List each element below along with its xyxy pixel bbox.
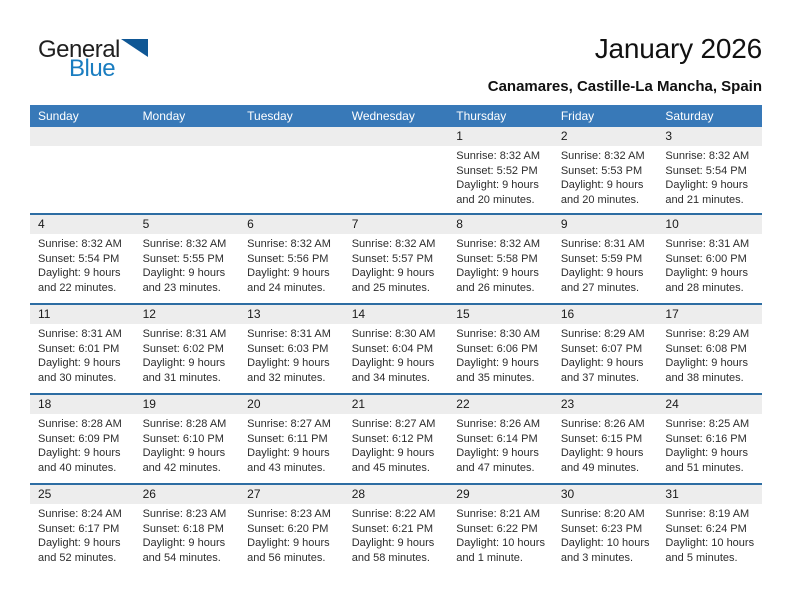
day-number: 14 bbox=[351, 307, 366, 321]
sunrise-text: Sunrise: 8:24 AM bbox=[38, 508, 122, 520]
daylight-text-line1: Daylight: 9 hours bbox=[142, 447, 226, 460]
day-number: 26 bbox=[142, 487, 156, 501]
day-number: 6 bbox=[247, 217, 254, 231]
day-number-band bbox=[30, 395, 762, 414]
day-number-band bbox=[30, 215, 762, 234]
sunset-text: Sunset: 5:57 PM bbox=[351, 252, 434, 265]
daylight-text-line2: and 58 minutes. bbox=[351, 551, 430, 564]
sunrise-text: Sunrise: 8:23 AM bbox=[247, 508, 331, 520]
sunset-text: Sunset: 5:59 PM bbox=[560, 252, 643, 265]
daylight-text-line1: Daylight: 10 hours bbox=[456, 537, 545, 550]
day-cell bbox=[30, 504, 135, 565]
sunset-text: Sunset: 6:14 PM bbox=[456, 432, 538, 445]
daylight-text-line2: and 54 minutes. bbox=[142, 551, 221, 564]
day-number: 24 bbox=[665, 397, 679, 411]
sunrise-text: Sunrise: 8:31 AM bbox=[665, 238, 750, 250]
sunrise-text: Sunrise: 8:23 AM bbox=[142, 508, 227, 520]
day-number: 5 bbox=[142, 217, 150, 231]
weekday-header-tuesday: Tuesday bbox=[247, 109, 293, 123]
calendar-table bbox=[30, 105, 762, 573]
daylight-text-line2: and 32 minutes. bbox=[247, 371, 326, 384]
sunset-text: Sunset: 6:22 PM bbox=[456, 522, 538, 535]
day-details-row bbox=[30, 146, 762, 207]
sunset-text: Sunset: 6:23 PM bbox=[560, 522, 643, 535]
day-cell bbox=[448, 234, 553, 295]
weekday-header-row bbox=[30, 105, 762, 127]
day-cell bbox=[239, 234, 344, 295]
daylight-text-line1: Daylight: 10 hours bbox=[665, 537, 755, 550]
day-number-band bbox=[30, 485, 762, 504]
daylight-text-line2: and 42 minutes. bbox=[142, 461, 221, 474]
day-number-empty bbox=[239, 127, 344, 146]
daylight-text-line1: Daylight: 9 hours bbox=[351, 537, 435, 550]
daylight-text-line2: and 22 minutes. bbox=[38, 281, 117, 294]
daylight-text-line1: Daylight: 9 hours bbox=[247, 267, 330, 280]
sunset-text: Sunset: 6:12 PM bbox=[351, 432, 434, 445]
daylight-text-line1: Daylight: 9 hours bbox=[560, 267, 644, 280]
sunrise-text: Sunrise: 8:20 AM bbox=[560, 508, 645, 520]
sunrise-text: Sunrise: 8:31 AM bbox=[142, 328, 227, 340]
sunrise-text: Sunrise: 8:28 AM bbox=[142, 418, 227, 430]
daylight-text-line1: Daylight: 9 hours bbox=[456, 179, 539, 192]
day-cell bbox=[344, 504, 449, 565]
sunset-text: Sunset: 5:54 PM bbox=[665, 164, 747, 177]
sunrise-text: Sunrise: 8:30 AM bbox=[351, 328, 436, 340]
sunrise-text: Sunrise: 8:32 AM bbox=[351, 238, 436, 250]
sunset-text: Sunset: 5:56 PM bbox=[247, 252, 329, 265]
day-number: 19 bbox=[142, 397, 156, 411]
day-number: 3 bbox=[665, 129, 673, 143]
sunrise-text: Sunrise: 8:32 AM bbox=[456, 238, 541, 250]
daylight-text-line2: and 3 minutes. bbox=[560, 551, 633, 564]
daylight-text-line1: Daylight: 9 hours bbox=[560, 447, 644, 460]
weekday-header-monday: Monday bbox=[142, 109, 186, 123]
sunrise-text: Sunrise: 8:29 AM bbox=[665, 328, 750, 340]
day-cell bbox=[344, 324, 449, 385]
day-number: 30 bbox=[560, 487, 575, 501]
daylight-text-line1: Daylight: 9 hours bbox=[351, 447, 435, 460]
sunrise-text: Sunrise: 8:26 AM bbox=[456, 418, 541, 430]
day-cell bbox=[657, 234, 762, 295]
day-cell bbox=[553, 504, 658, 565]
sunrise-text: Sunrise: 8:27 AM bbox=[351, 418, 436, 430]
sunrise-text: Sunrise: 8:30 AM bbox=[456, 328, 541, 340]
daylight-text-line2: and 1 minute. bbox=[456, 551, 523, 564]
weekday-header-sunday: Sunday bbox=[38, 109, 79, 123]
sunset-text: Sunset: 6:01 PM bbox=[38, 342, 120, 355]
day-cell bbox=[657, 324, 762, 385]
daylight-text-line2: and 26 minutes. bbox=[456, 281, 535, 294]
daylight-text-line1: Daylight: 9 hours bbox=[665, 357, 748, 370]
day-number: 20 bbox=[247, 397, 261, 411]
sunset-text: Sunset: 6:09 PM bbox=[38, 432, 120, 445]
sunrise-text: Sunrise: 8:31 AM bbox=[247, 328, 331, 340]
day-number-empty bbox=[344, 127, 449, 146]
sunset-text: Sunset: 6:10 PM bbox=[142, 432, 224, 445]
sunset-text: Sunset: 6:11 PM bbox=[247, 432, 328, 445]
weekday-header-wednesday: Wednesday bbox=[351, 109, 415, 123]
day-cell-empty bbox=[30, 146, 135, 207]
daylight-text-line2: and 45 minutes. bbox=[351, 461, 430, 474]
sunrise-text: Sunrise: 8:32 AM bbox=[247, 238, 331, 250]
day-number: 13 bbox=[247, 307, 261, 321]
week-row bbox=[30, 483, 762, 573]
sunset-text: Sunset: 6:06 PM bbox=[456, 342, 538, 355]
daylight-text-line1: Daylight: 9 hours bbox=[142, 357, 226, 370]
daylight-text-line2: and 23 minutes. bbox=[142, 281, 221, 294]
day-cell bbox=[448, 504, 553, 565]
daylight-text-line2: and 20 minutes. bbox=[560, 193, 640, 206]
sunrise-text: Sunrise: 8:31 AM bbox=[560, 238, 645, 250]
day-cell bbox=[657, 414, 762, 475]
sunrise-text: Sunrise: 8:25 AM bbox=[665, 418, 750, 430]
day-cell bbox=[30, 324, 135, 385]
day-cell bbox=[553, 324, 658, 385]
day-cell bbox=[553, 414, 658, 475]
day-number: 10 bbox=[665, 217, 679, 231]
sunset-text: Sunset: 5:53 PM bbox=[560, 164, 643, 177]
daylight-text-line1: Daylight: 9 hours bbox=[142, 537, 226, 550]
day-number: 25 bbox=[38, 487, 52, 501]
day-number: 7 bbox=[351, 217, 359, 231]
day-cell bbox=[448, 146, 553, 207]
weekday-header-friday: Friday bbox=[560, 109, 595, 123]
day-cell bbox=[239, 414, 344, 475]
weekday-header-thursday: Thursday bbox=[456, 109, 507, 123]
day-number: 9 bbox=[560, 217, 568, 231]
sunrise-text: Sunrise: 8:31 AM bbox=[38, 328, 122, 340]
daylight-text-line1: Daylight: 9 hours bbox=[247, 447, 330, 460]
daylight-text-line2: and 31 minutes. bbox=[142, 371, 221, 384]
sunset-text: Sunset: 5:55 PM bbox=[142, 252, 224, 265]
day-number-empty bbox=[135, 127, 240, 146]
sunrise-text: Sunrise: 8:32 AM bbox=[665, 150, 750, 162]
day-cell-empty bbox=[239, 146, 344, 207]
day-cell bbox=[30, 234, 135, 295]
day-number: 21 bbox=[351, 397, 366, 411]
daylight-text-line2: and 43 minutes. bbox=[247, 461, 326, 474]
day-cell bbox=[344, 234, 449, 295]
daylight-text-line1: Daylight: 9 hours bbox=[665, 179, 748, 192]
day-number: 4 bbox=[38, 217, 45, 231]
daylight-text-line2: and 5 minutes. bbox=[665, 551, 738, 564]
daylight-text-line1: Daylight: 9 hours bbox=[38, 357, 121, 370]
daylight-text-line2: and 49 minutes. bbox=[560, 461, 640, 474]
week-row bbox=[30, 303, 762, 393]
sunset-text: Sunset: 6:04 PM bbox=[351, 342, 434, 355]
day-cell bbox=[239, 504, 344, 565]
daylight-text-line1: Daylight: 9 hours bbox=[560, 357, 644, 370]
calendar-grid bbox=[30, 127, 762, 573]
day-cell bbox=[135, 414, 240, 475]
sunrise-text: Sunrise: 8:32 AM bbox=[38, 238, 122, 250]
general-blue-logo bbox=[38, 38, 158, 80]
week-row bbox=[30, 127, 762, 213]
daylight-text-line2: and 52 minutes. bbox=[38, 551, 117, 564]
daylight-text-line2: and 34 minutes. bbox=[351, 371, 430, 384]
day-number: 17 bbox=[665, 307, 679, 321]
day-cell bbox=[448, 324, 553, 385]
day-details-row bbox=[30, 324, 762, 385]
sunset-text: Sunset: 6:24 PM bbox=[665, 522, 747, 535]
sunrise-text: Sunrise: 8:32 AM bbox=[142, 238, 227, 250]
day-number: 2 bbox=[560, 129, 568, 143]
daylight-text-line1: Daylight: 9 hours bbox=[247, 357, 330, 370]
daylight-text-line1: Daylight: 9 hours bbox=[456, 357, 539, 370]
sunset-text: Sunset: 6:08 PM bbox=[665, 342, 747, 355]
daylight-text-line2: and 40 minutes. bbox=[38, 461, 117, 474]
sunset-text: Sunset: 6:20 PM bbox=[247, 522, 329, 535]
day-cell bbox=[448, 414, 553, 475]
day-number: 12 bbox=[142, 307, 156, 321]
weekday-header-saturday: Saturday bbox=[665, 109, 714, 123]
daylight-text-line1: Daylight: 10 hours bbox=[560, 537, 650, 550]
week-row bbox=[30, 393, 762, 483]
sunset-text: Sunset: 6:21 PM bbox=[351, 522, 434, 535]
daylight-text-line2: and 27 minutes. bbox=[560, 281, 640, 294]
day-cell-empty bbox=[344, 146, 449, 207]
sunset-text: Sunset: 6:07 PM bbox=[560, 342, 643, 355]
daylight-text-line1: Daylight: 9 hours bbox=[456, 447, 539, 460]
day-number: 11 bbox=[38, 307, 51, 321]
sunset-text: Sunset: 5:58 PM bbox=[456, 252, 538, 265]
day-number: 15 bbox=[456, 307, 470, 321]
sunset-text: Sunset: 6:16 PM bbox=[665, 432, 747, 445]
daylight-text-line2: and 38 minutes. bbox=[665, 371, 744, 384]
daylight-text-line1: Daylight: 9 hours bbox=[142, 267, 226, 280]
day-cell bbox=[135, 324, 240, 385]
day-cell bbox=[553, 146, 658, 207]
page-title: January 2026 bbox=[594, 33, 762, 64]
day-details-row bbox=[30, 504, 762, 565]
sunrise-text: Sunrise: 8:22 AM bbox=[351, 508, 436, 520]
day-cell bbox=[657, 504, 762, 565]
daylight-text-line2: and 25 minutes. bbox=[351, 281, 430, 294]
daylight-text-line2: and 56 minutes. bbox=[247, 551, 326, 564]
daylight-text-line2: and 37 minutes. bbox=[560, 371, 640, 384]
sunset-text: Sunset: 5:52 PM bbox=[456, 164, 538, 177]
day-number: 28 bbox=[351, 487, 366, 501]
day-number-band bbox=[30, 127, 762, 146]
day-cell bbox=[553, 234, 658, 295]
day-number: 27 bbox=[247, 487, 261, 501]
day-number: 18 bbox=[38, 397, 52, 411]
sunset-text: Sunset: 6:00 PM bbox=[665, 252, 747, 265]
logo-text-general: General bbox=[38, 36, 120, 63]
sunset-text: Sunset: 6:17 PM bbox=[38, 522, 120, 535]
sunrise-text: Sunrise: 8:29 AM bbox=[560, 328, 645, 340]
sunrise-text: Sunrise: 8:19 AM bbox=[665, 508, 750, 520]
logo-triangle-icon bbox=[121, 39, 148, 57]
page-subtitle: Canamares, Castille-La Mancha, Spain bbox=[487, 78, 762, 95]
sunrise-text: Sunrise: 8:26 AM bbox=[560, 418, 645, 430]
daylight-text-line2: and 24 minutes. bbox=[247, 281, 326, 294]
day-number: 31 bbox=[665, 487, 679, 501]
daylight-text-line2: and 51 minutes. bbox=[665, 461, 744, 474]
title-block bbox=[488, 33, 762, 95]
day-cell bbox=[135, 234, 240, 295]
sunset-text: Sunset: 6:02 PM bbox=[142, 342, 224, 355]
daylight-text-line1: Daylight: 9 hours bbox=[665, 267, 748, 280]
day-number: 16 bbox=[560, 307, 575, 321]
daylight-text-line1: Daylight: 9 hours bbox=[38, 267, 121, 280]
sunrise-text: Sunrise: 8:27 AM bbox=[247, 418, 331, 430]
day-number: 1 bbox=[456, 129, 463, 143]
daylight-text-line2: and 28 minutes. bbox=[665, 281, 744, 294]
daylight-text-line1: Daylight: 9 hours bbox=[351, 357, 435, 370]
daylight-text-line2: and 30 minutes. bbox=[38, 371, 117, 384]
sunset-text: Sunset: 6:18 PM bbox=[142, 522, 224, 535]
week-row bbox=[30, 213, 762, 303]
daylight-text-line1: Daylight: 9 hours bbox=[665, 447, 748, 460]
logo-text-blue: Blue bbox=[69, 55, 116, 82]
daylight-text-line1: Daylight: 9 hours bbox=[38, 537, 121, 550]
sunset-text: Sunset: 5:54 PM bbox=[38, 252, 120, 265]
day-cell bbox=[344, 414, 449, 475]
day-cell bbox=[657, 146, 762, 207]
sunrise-text: Sunrise: 8:32 AM bbox=[456, 150, 541, 162]
day-details-row bbox=[30, 414, 762, 475]
sunrise-text: Sunrise: 8:28 AM bbox=[38, 418, 122, 430]
day-details-row bbox=[30, 234, 762, 295]
day-cell-empty bbox=[135, 146, 240, 207]
day-number: 8 bbox=[456, 217, 463, 231]
day-number: 22 bbox=[456, 397, 470, 411]
day-cell bbox=[239, 324, 344, 385]
daylight-text-line2: and 21 minutes. bbox=[665, 193, 744, 206]
day-number-empty bbox=[30, 127, 135, 146]
day-cell bbox=[30, 414, 135, 475]
daylight-text-line1: Daylight: 9 hours bbox=[247, 537, 330, 550]
daylight-text-line1: Daylight: 9 hours bbox=[456, 267, 539, 280]
sunrise-text: Sunrise: 8:21 AM bbox=[456, 508, 541, 520]
daylight-text-line2: and 47 minutes. bbox=[456, 461, 535, 474]
day-number-band bbox=[30, 305, 762, 324]
daylight-text-line1: Daylight: 9 hours bbox=[351, 267, 435, 280]
sunset-text: Sunset: 6:03 PM bbox=[247, 342, 329, 355]
sunrise-text: Sunrise: 8:32 AM bbox=[560, 150, 645, 162]
day-cell bbox=[135, 504, 240, 565]
daylight-text-line1: Daylight: 9 hours bbox=[560, 179, 644, 192]
daylight-text-line2: and 35 minutes. bbox=[456, 371, 535, 384]
daylight-text-line1: Daylight: 9 hours bbox=[38, 447, 121, 460]
day-number: 29 bbox=[456, 487, 470, 501]
day-number: 23 bbox=[560, 397, 575, 411]
daylight-text-line2: and 20 minutes. bbox=[456, 193, 535, 206]
sunset-text: Sunset: 6:15 PM bbox=[560, 432, 643, 445]
